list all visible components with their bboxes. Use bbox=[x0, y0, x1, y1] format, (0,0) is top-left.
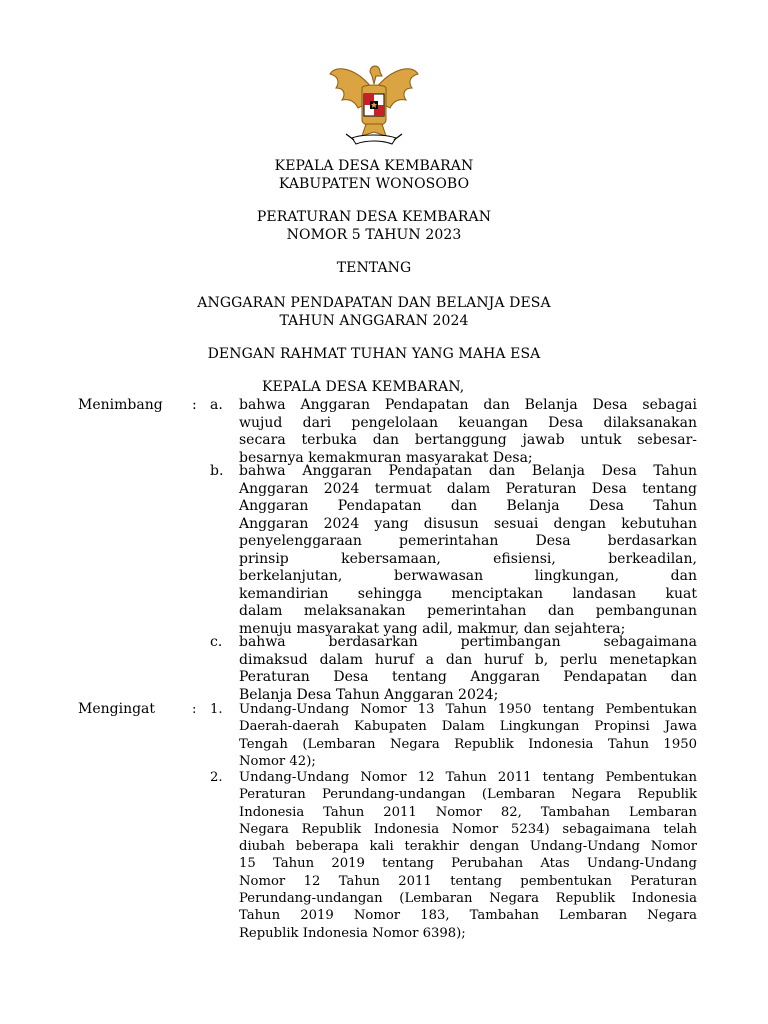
text-line: dimaksud dalam huruf a dan huruf b, perlu menetapkan bbox=[239, 651, 697, 668]
mengingat-label: Mengingat bbox=[78, 701, 156, 717]
mengingat-colon: : bbox=[192, 702, 197, 717]
text-line: secara terbuka dan bertanggung jawab untuk sebesar- bbox=[239, 432, 697, 448]
subject-line-1: ANGGARAN PENDAPATAN DAN BELANJA DESA bbox=[197, 295, 551, 311]
item-text bbox=[239, 634, 697, 704]
text-line: penyelenggaraan pemerintahan Desa berdasarkan bbox=[239, 533, 697, 549]
text-line: diubah beberapa kali terakhir dengan Undang-Undang Nomor bbox=[239, 839, 697, 855]
item-text bbox=[239, 769, 697, 942]
text-line: bahwa Anggaran Pendapatan dan Belanja Desa Tahun bbox=[239, 463, 697, 479]
text-line: besarnya kemakmuran masyarakat Desa; bbox=[239, 449, 533, 466]
regulation-number: NOMOR 5 TAHUN 2023 bbox=[286, 226, 462, 243]
subject-line-2: TAHUN ANGGARAN 2024 bbox=[279, 312, 469, 329]
item-text bbox=[239, 701, 697, 770]
header-region-line: KABUPATEN WONOSOBO bbox=[278, 175, 470, 192]
regulation-title: PERATURAN DESA KEMBARAN bbox=[256, 209, 492, 225]
item-number: a. bbox=[210, 397, 223, 413]
header-authority bbox=[0, 158, 748, 193]
regulation-about-label bbox=[0, 260, 748, 278]
text-line: Tengah (Lembaran Negara Republik Indonesia Tahun 1950 bbox=[239, 736, 697, 752]
invocation bbox=[0, 346, 748, 364]
text-line: Tahun 2019 Nomor 183, Tambahan Lembaran Negara bbox=[239, 908, 697, 924]
item-number: 2. bbox=[210, 770, 223, 785]
invocation-text: DENGAN RAHMAT TUHAN YANG MAHA ESA bbox=[207, 346, 541, 362]
text-line: Nomor 12 Tahun 2011 tentang pembentukan Peraturan bbox=[239, 873, 697, 889]
text-line: Belanja Desa Tahun Anggaran 2024; bbox=[239, 686, 499, 703]
text-line: Anggaran 2024 yang disusun sesuai dengan kebutuhan bbox=[239, 515, 697, 532]
regulation-subject bbox=[0, 295, 748, 330]
text-line: Indonesia Tahun 2011 Nomor 82, Tambahan Lembaran bbox=[239, 804, 697, 820]
item-text bbox=[239, 397, 697, 467]
text-line: Daerah-daerah Kabupaten Dalam Lingkungan Propinsi Jawa bbox=[239, 719, 697, 735]
menimbang-colon: : bbox=[192, 397, 197, 413]
text-line: Negara Republik Indonesia Nomor 5234) sebagaimana telah bbox=[239, 821, 697, 837]
issuer-text: KEPALA DESA KEMBARAN, bbox=[262, 379, 465, 395]
text-line: Peraturan Desa tentang Anggaran Pendapatan dan bbox=[239, 669, 697, 685]
about-text: TENTANG bbox=[336, 260, 412, 276]
text-line: kemandirian sehingga menciptakan landasan kuat bbox=[239, 585, 697, 602]
text-line: Anggaran 2024 termuat dalam Peraturan Desa tentang bbox=[239, 480, 697, 497]
item-number: b. bbox=[210, 463, 224, 479]
text-line: wujud dari pengelolaan keuangan Desa dilaksanakan bbox=[239, 414, 697, 431]
header-regulation bbox=[0, 209, 748, 244]
text-line: berkelanjutan, berwawasan lingkungan, dan bbox=[239, 568, 697, 584]
text-line: Nomor 42); bbox=[239, 753, 316, 769]
text-line: bahwa berdasarkan pertimbangan sebagaimana bbox=[239, 634, 697, 650]
menimbang-label: Menimbang bbox=[78, 397, 163, 413]
text-line: Peraturan Perundang-undangan (Lembaran Negara Republik bbox=[239, 787, 697, 803]
header-title-line: KEPALA DESA KEMBARAN bbox=[274, 158, 474, 174]
text-line: Anggaran Pendapatan dan Belanja Desa Tahun bbox=[239, 498, 697, 514]
item-number: 1. bbox=[210, 702, 223, 717]
garuda-emblem-icon bbox=[326, 58, 422, 150]
text-line: Republik Indonesia Nomor 6398); bbox=[239, 925, 466, 941]
text-line: Undang-Undang Nomor 13 Tahun 1950 tentang Pembentukan bbox=[239, 702, 697, 717]
item-text bbox=[239, 463, 697, 638]
text-line: dalam melaksanakan pemerintahan dan pembangunan bbox=[239, 603, 697, 619]
issuer-line bbox=[262, 379, 464, 397]
text-line: bahwa Anggaran Pendapatan dan Belanja Desa sebagai bbox=[239, 397, 697, 413]
text-line: menuju masyarakat yang adil, makmur, dan sejahtera; bbox=[239, 620, 626, 637]
text-line: 15 Tahun 2019 tentang Perubahan Atas Undang-Undang bbox=[239, 856, 697, 872]
text-line: Perundang-undangan (Lembaran Negara Republik Indonesia bbox=[239, 891, 697, 907]
text-line: Undang-Undang Nomor 12 Tahun 2011 tentang Pembentukan bbox=[239, 770, 697, 785]
text-line: prinsip kebersamaan, efisiensi, berkeadilan, bbox=[239, 550, 697, 567]
item-number: c. bbox=[210, 634, 223, 650]
